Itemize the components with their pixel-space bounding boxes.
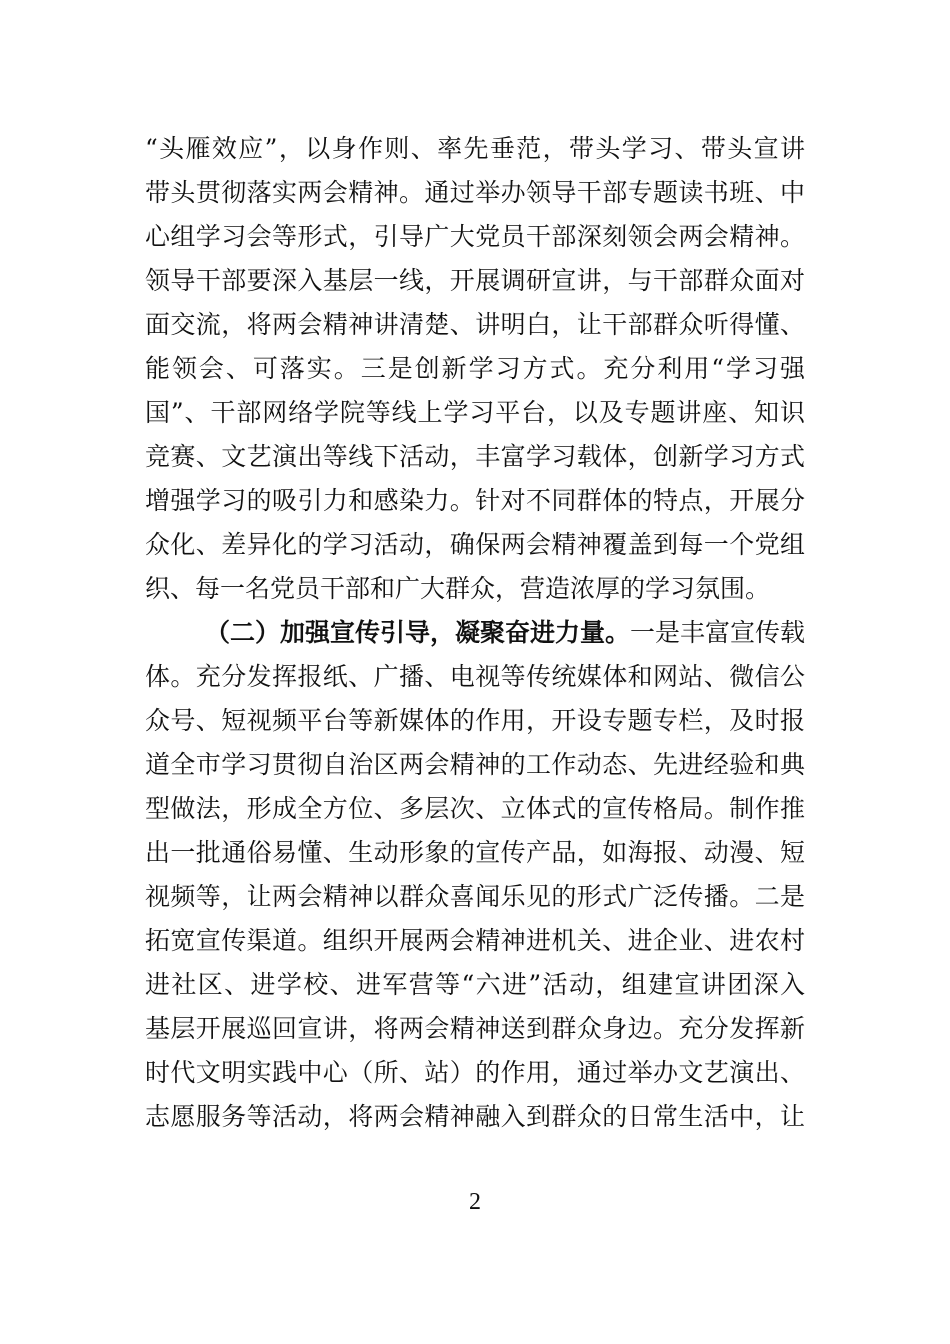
paragraph-line: 体。充分发挥报纸、广播、电视等传统媒体和网站、微信公 — [145, 662, 805, 691]
section-heading: （二）加强宣传引导，凝聚奋进力量。 — [205, 618, 631, 647]
paragraph-line: 领导干部要深入基层一线，开展调研宣讲，与干部群众面对 — [145, 266, 805, 295]
paragraph-line: 道全市学习贯彻自治区两会精神的工作动态、先进经验和典 — [145, 750, 805, 779]
paragraph-line: 织、每一名党员干部和广大群众，营造浓厚的学习氛围。 — [145, 574, 771, 603]
section-heading-line — [205, 617, 805, 649]
paragraph-line: 时代文明实践中心（所、站）的作用，通过举办文艺演出、 — [145, 1058, 805, 1087]
paragraph-line: 出一批通俗易懂、生动形象的宣传产品，如海报、动漫、短 — [145, 838, 805, 867]
paragraph-line: 心组学习会等形式，引导广大党员干部深刻领会两会精神。 — [145, 222, 805, 251]
paragraph-line: 能领会、可落实。三是创新学习方式。充分利用“学习强 — [145, 354, 805, 383]
paragraph-line: 进社区、进学校、进军营等“六进”活动，组建宣讲团深入 — [145, 970, 805, 999]
paragraph-line: 众化、差异化的学习活动，确保两会精神覆盖到每一个党组 — [145, 530, 805, 559]
paragraph-line: 拓宽宣传渠道。组织开展两会精神进机关、进企业、进农村 — [145, 926, 805, 955]
paragraph-line: 带头贯彻落实两会精神。通过举办领导干部专题读书班、中 — [145, 178, 805, 207]
paragraph-line: 众号、短视频平台等新媒体的作用，开设专题专栏，及时报 — [145, 706, 805, 735]
paragraph-line: 国”、干部网络学院等线上学习平台，以及专题讲座、知识 — [145, 398, 805, 427]
page-number: 2 — [469, 1189, 481, 1215]
paragraph-line: 基层开展巡回宣讲，将两会精神送到群众身边。充分发挥新 — [145, 1014, 805, 1043]
paragraph-line: 增强学习的吸引力和感染力。针对不同群体的特点，开展分 — [145, 486, 805, 515]
paragraph-line: 志愿服务等活动，将两会精神融入到群众的日常生活中，让 — [145, 1102, 805, 1131]
paragraph-line: 型做法，形成全方位、多层次、立体式的宣传格局。制作推 — [145, 794, 805, 823]
paragraph-line: “头雁效应”，以身作则、率先垂范，带头学习、带头宣讲 — [145, 134, 805, 163]
paragraph-line: 视频等，让两会精神以群众喜闻乐见的形式广泛传播。二是 — [145, 882, 805, 911]
paragraph-line: 竞赛、文艺演出等线下活动，丰富学习载体，创新学习方式 — [145, 442, 805, 471]
paragraph-line: 面交流，将两会精神讲清楚、讲明白，让干部群众听得懂、 — [145, 310, 805, 339]
section-heading-rest: 一是丰富宣传载 — [630, 618, 805, 647]
